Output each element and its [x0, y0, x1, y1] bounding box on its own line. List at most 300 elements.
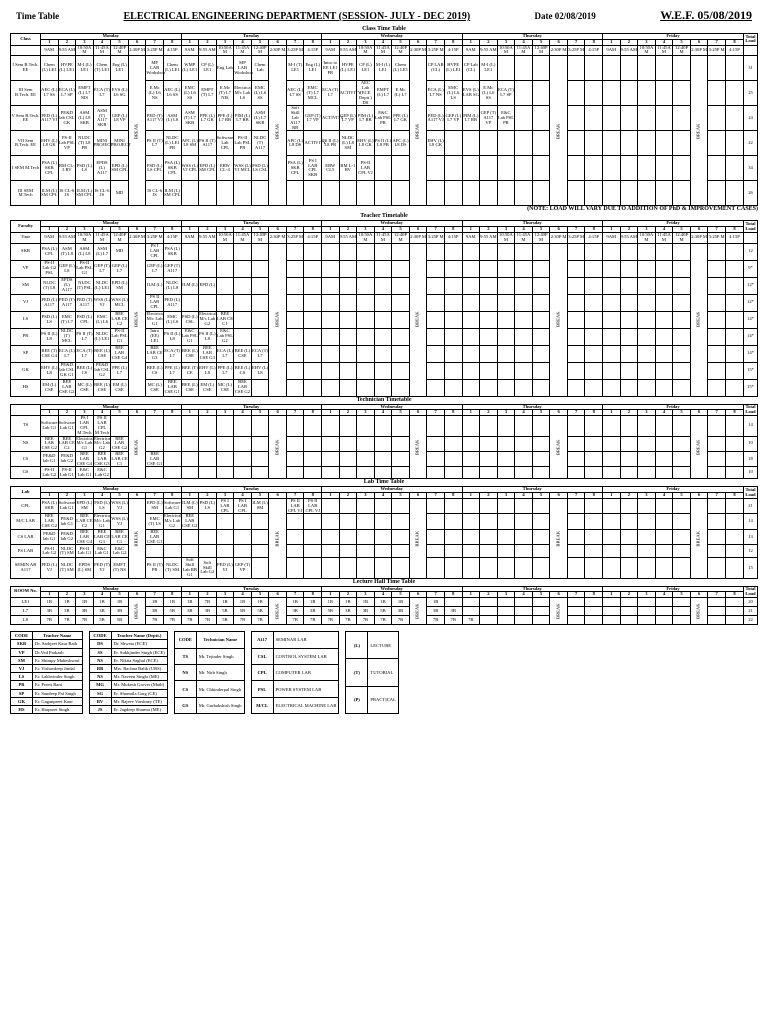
timetable-cell [497, 294, 515, 311]
timetable-cell: IS CL-6 JS [58, 181, 76, 206]
timetable-cell [515, 328, 533, 345]
timetable-cell: ASM (L) L8 [76, 243, 94, 260]
timetable-cell: CP Lab (CL) [462, 56, 480, 81]
timetable-cell [480, 514, 498, 529]
timetable-cell [480, 529, 498, 544]
period-number: 4 [515, 592, 533, 598]
timetable-cell [655, 181, 673, 206]
period-number: 6 [128, 410, 146, 416]
timetable-cell [585, 616, 603, 625]
timetable-cell [480, 260, 498, 277]
timetable-cell [585, 558, 603, 578]
legend-header: CODE [11, 632, 33, 640]
legend-types [345, 631, 399, 714]
timetable-cell [462, 451, 480, 466]
timetable-cell: Intro to EE LE1 PR [322, 56, 340, 81]
timetable-cell: 7B [462, 616, 480, 625]
timetable-cell [655, 529, 673, 544]
timetable-cell [725, 106, 743, 131]
timetable-cell [181, 260, 199, 277]
timetable-cell [251, 416, 269, 436]
legend-code: SKB [11, 640, 33, 648]
timetable-cell: EHV (L) L8 [199, 362, 217, 379]
timetable-cell: ECA (L) L7 SP [58, 81, 76, 106]
timetable-cell [638, 156, 656, 181]
break-label: BREAK [128, 56, 146, 206]
timetable-cell: 1B [357, 598, 375, 607]
timetable-cell: GEP (L) L8 [58, 260, 76, 277]
timetable-cell [286, 294, 304, 311]
legend-code: GK [11, 697, 33, 705]
table-row [11, 277, 758, 294]
total-load: 14* [744, 328, 758, 345]
period-number: 3 [497, 493, 515, 499]
legend-row [89, 640, 167, 648]
timetable-cell [286, 345, 304, 362]
timetable-cell [322, 260, 340, 277]
break-label: BREAK [128, 243, 146, 396]
timetable-cell [515, 311, 533, 328]
timetable-cell [444, 260, 462, 277]
timetable-cell: E&C Lab PSL PR [374, 106, 392, 131]
timetable-cell: ILM (L) SM [181, 499, 199, 514]
timetable-cell [638, 529, 656, 544]
period-number: 1 [181, 592, 199, 598]
period-number: 6 [409, 410, 427, 416]
timetable-cell: WSS (L) VJ [111, 514, 129, 529]
timetable-cell: 1B [392, 598, 410, 607]
timetable-cell [339, 345, 357, 362]
timetable-cell: BEE LAB CE C2 [111, 311, 129, 328]
period-number: 1 [603, 493, 621, 499]
period-number: 4 [374, 410, 392, 416]
timetable-cell: 1B [322, 598, 340, 607]
timetable-cell [427, 156, 445, 181]
class_section-title: Class Time Table [362, 26, 406, 32]
load-cell [744, 233, 758, 244]
time-slot: 4:15P [304, 45, 322, 56]
technician_section-table [10, 404, 758, 480]
timetable-cell [725, 558, 743, 578]
timetable-cell [497, 328, 515, 345]
timetable-cell [638, 616, 656, 625]
timetable-cell: ILM (L) SM [251, 499, 269, 514]
lecture_hall_section-col-label: ROOM No. [11, 586, 41, 598]
day-header: Monday [41, 221, 182, 227]
timetable-cell [251, 514, 269, 529]
timetable-cell [515, 598, 533, 607]
timetable-cell [462, 260, 480, 277]
timetable-cell [655, 451, 673, 466]
period-number: 8 [163, 39, 181, 45]
timetable-cell: 1B [216, 598, 234, 607]
time-slot: 9:55 AM [58, 45, 76, 56]
legend-name: Er. Gaganpreet Kaur [33, 697, 83, 705]
timetable-cell: ACTIVITY [304, 131, 322, 156]
timetable-cell [567, 81, 585, 106]
timetable-cell: Software Lab G1 [58, 499, 76, 514]
legend-code: VJ [11, 664, 33, 672]
time-slot: 11:45A M [376, 44, 390, 55]
legend-code: LS [11, 673, 33, 681]
period-number: 4 [515, 410, 533, 416]
timetable-cell: 7B [58, 616, 76, 625]
period-number: 5 [673, 592, 691, 598]
timetable-cell [497, 311, 515, 328]
timetable-cell: PS-II Lab G1 [59, 467, 74, 477]
timetable-cell: EMC (T) LS [146, 514, 164, 529]
timetable-cell [286, 311, 304, 328]
period-number: 1 [462, 227, 480, 233]
timetable-cell [216, 467, 234, 479]
timetable-cell [462, 328, 480, 345]
period-number: 7 [708, 227, 726, 233]
timetable-cell: Electrical M/c Lab G1 [146, 311, 164, 328]
timetable-cell: PE&D lab CSL G2 [93, 362, 111, 379]
timetable-cell [673, 416, 691, 436]
timetable-cell [620, 416, 638, 436]
timetable-cell [497, 529, 515, 544]
period-number: 5 [251, 39, 269, 45]
legend-row [89, 648, 167, 656]
timetable-cell: AEC (L) L7 SS [41, 81, 59, 106]
timetable-cell: BEE LAB CSE G2 [182, 513, 198, 529]
timetable-cell: ASM (T) L7 SKB [181, 106, 199, 131]
timetable-cell [620, 499, 638, 514]
timetable-cell: NLDC (L) LE1 PR [163, 131, 181, 156]
total-load: 34 [744, 156, 758, 181]
timetable-cell [515, 514, 533, 529]
timetable-cell [234, 514, 252, 529]
time-slot: 9AM [322, 233, 340, 244]
table-row [11, 56, 758, 81]
period-number: 8 [163, 227, 181, 233]
row-label: TS [11, 416, 41, 436]
time-slot: 9AM [462, 233, 480, 244]
timetable-cell [725, 514, 743, 529]
timetable-cell [620, 156, 638, 181]
timetable-cell [515, 616, 533, 625]
table-row [11, 416, 758, 436]
table-row [11, 499, 758, 514]
legend-row [346, 632, 399, 659]
period-number: 2 [480, 227, 498, 233]
timetable-cell [251, 277, 269, 294]
timetable-cell [725, 416, 743, 436]
timetable-cell [480, 499, 498, 514]
period-number: 2 [199, 592, 217, 598]
time-slot: 2:30P M [128, 45, 146, 56]
timetable-cell [673, 277, 691, 294]
timetable-cell [603, 379, 621, 396]
table-row [11, 362, 758, 379]
timetable-cell [603, 467, 621, 479]
period-number: 4 [93, 39, 111, 45]
timetable-cell [322, 277, 340, 294]
period-number: 7 [146, 227, 164, 233]
timetable-cell: PS II LAB CPL VJ [287, 498, 303, 513]
timetable-cell [708, 558, 726, 578]
timetable-cell: NLDC (L) LE1 [93, 328, 111, 345]
day-header: Tuesday [181, 586, 322, 592]
legend-teachers-deptt [89, 631, 168, 714]
timetable-cell [444, 156, 462, 181]
timetable-cell [462, 607, 480, 616]
period-number: 7 [427, 227, 445, 233]
legend-row [11, 664, 83, 672]
timetable-cell [497, 416, 515, 436]
legend-name: Mr. Rajeev Varshney (TE) [111, 697, 167, 705]
legend-code: TS [174, 648, 196, 664]
period-number: 8 [444, 227, 462, 233]
timetable-cell: BEE LAB CE G3 [146, 345, 164, 362]
timetable-cell [286, 436, 304, 451]
timetable-cell [655, 56, 673, 81]
total-load: 24 [744, 106, 758, 131]
timetable-cell [286, 181, 304, 206]
timetable-cell [673, 362, 691, 379]
timetable-cell: 3B [339, 607, 357, 616]
time-slot: 12:40P M [673, 233, 691, 244]
timetable-cell [357, 260, 375, 277]
timetable-cell [339, 311, 357, 328]
table-row [11, 106, 758, 131]
time-slot: 9:55 AM [480, 45, 498, 56]
time-slot: 4:15P [585, 45, 603, 56]
period-number: 5 [532, 592, 550, 598]
time-slot: 3:25P M [708, 45, 726, 56]
timetable-cell: E&C Lab PSL PR [497, 106, 515, 131]
timetable-cell: ERW CL-4 [216, 156, 234, 181]
timetable-cell [532, 467, 550, 479]
timetable-cell [585, 514, 603, 529]
timetable-cell [216, 529, 234, 544]
period-number: 3 [638, 227, 656, 233]
timetable-cell [497, 436, 515, 451]
time-slot: 9AM [41, 45, 59, 56]
timetable-cell [374, 328, 392, 345]
timetable-cell: NLDC (T) L8 PR [76, 131, 94, 156]
break-label: BREAK [690, 243, 708, 396]
timetable-cell: EPD (L) [199, 277, 217, 294]
time-slot: 4:15P [444, 233, 462, 244]
timetable-cell [620, 545, 638, 558]
timetable-cell: ILM (L) SM CPL [41, 181, 59, 206]
total-load: 12 [744, 545, 758, 558]
timetable-cell [725, 598, 743, 607]
period-number: 1 [462, 592, 480, 598]
period-number: 7 [286, 39, 304, 45]
time-slot: 11:45A M [516, 232, 531, 242]
timetable-cell [638, 499, 656, 514]
row-label: L8 [11, 616, 41, 625]
timetable-cell [462, 311, 480, 328]
period-number: 6 [550, 493, 568, 499]
period-number: 4 [655, 39, 673, 45]
timetable-cell: Electrical M/c Lab G1 [76, 435, 94, 451]
timetable-cell [585, 156, 603, 181]
timetable-cell [462, 131, 480, 156]
legend-code: (P) [346, 686, 368, 713]
total-load: 20 [744, 598, 758, 607]
timetable-cell: EM (L) CSE [199, 379, 217, 396]
timetable-cell: 1B [251, 598, 269, 607]
timetable-cell [286, 277, 304, 294]
total-load: 22 [744, 131, 758, 156]
time-slot: 3:25P M [427, 45, 445, 56]
timetable-cell [392, 545, 410, 558]
timetable-cell [497, 514, 515, 529]
timetable-cell: PED (T) A117 VJ [146, 106, 164, 131]
timetable-cell [620, 243, 638, 260]
timetable-cell: NLDC (L) L8 SM [339, 131, 357, 156]
timetable-cell [585, 598, 603, 607]
timetable-cell [480, 416, 498, 436]
timetable-cell [322, 529, 340, 544]
timetable-cell [462, 436, 480, 451]
table-row [11, 260, 758, 277]
timetable-cell [638, 56, 656, 81]
timetable-cell [515, 277, 533, 294]
timetable-cell [725, 467, 743, 479]
legend-code: JS [89, 705, 111, 713]
break-label: BREAK [550, 243, 568, 396]
timetable-cell: 1B [93, 598, 111, 607]
time-slot: 11:45A M [657, 44, 671, 55]
break-label: BREAK [550, 598, 568, 625]
timetable-cell [725, 529, 743, 544]
period-number: 6 [690, 39, 708, 45]
timetable-cell: IS CL-6 JS [93, 181, 111, 206]
timetable-cell: PS I LAB CPL SKB [304, 156, 322, 181]
time-slot: 4:15P [163, 233, 181, 244]
timetable-cell: PSA (L) SKB CPL [286, 156, 304, 181]
timetable-cell [725, 616, 743, 625]
time-slot: 9:55 AM [339, 45, 357, 56]
timetable-cell [567, 277, 585, 294]
timetable-cell [322, 294, 340, 311]
total-load: 12* [744, 277, 758, 294]
timetable-cell: BEE (L) CSE [234, 345, 252, 362]
timetable-cell [638, 294, 656, 311]
total-load: 12* [744, 294, 758, 311]
timetable-cell: PS II (L) L8 [163, 328, 181, 345]
timetable-cell [374, 416, 392, 436]
timetable-cell: IS CL-6 JS [146, 181, 164, 206]
legend-row [251, 681, 339, 697]
timetable-cell [638, 514, 656, 529]
period-number: 8 [444, 592, 462, 598]
timetable-cell: EMFT (T) L7 [199, 81, 217, 106]
timetable-cell: NLDC (L) L8 [163, 277, 181, 294]
table-row [11, 467, 758, 479]
timetable-cell: 5B [111, 616, 129, 625]
legend-name: Mr. Nirb Singh [196, 664, 244, 680]
timetable-cell [286, 362, 304, 379]
timetable-cell [708, 598, 726, 607]
period-number: 5 [532, 410, 550, 416]
timetable-cell [427, 181, 445, 206]
timetable-cell [620, 277, 638, 294]
timetable-cell [673, 181, 691, 206]
timetable-cell [673, 467, 691, 479]
timetable-cell [708, 499, 726, 514]
timetable-cell [444, 416, 462, 436]
timetable-cell: PSD (L) LS [93, 499, 111, 514]
legend [10, 631, 758, 714]
timetable-cell [339, 436, 357, 451]
period-number: 6 [409, 39, 427, 45]
period-number: 5 [673, 39, 691, 45]
total-load: 15* [744, 362, 758, 379]
period-number: 7 [708, 592, 726, 598]
timetable-cell: EHV (L) L8 GK [357, 131, 375, 156]
period-number: 6 [128, 592, 146, 598]
time-slot: 10:50A M [499, 232, 513, 242]
period-number: 8 [444, 410, 462, 416]
timetable-cell [339, 379, 357, 396]
timetable-cell: Electrical M/c Lab G2 [163, 513, 182, 529]
period-number: 5 [251, 410, 269, 416]
legend-name: Mr. Chhinderpal Singh [196, 681, 244, 697]
timetable-cell [286, 416, 304, 436]
row-label: I Sem B.Tech. EE [11, 56, 41, 81]
period-number: 5 [673, 410, 691, 416]
period-number: 5 [673, 227, 691, 233]
period-number: 2 [339, 39, 357, 45]
timetable-cell [497, 277, 515, 294]
timetable-cell [603, 529, 621, 544]
period-number: 3 [216, 227, 234, 233]
timetable-cell [603, 499, 621, 514]
timetable-cell: HVPE (L) LE1 [58, 56, 76, 81]
period-number: 1 [462, 493, 480, 499]
timetable-cell [673, 131, 691, 156]
timetable-cell [234, 436, 252, 451]
day-header: Friday [603, 586, 744, 592]
timetable-cell [392, 311, 410, 328]
timetable-sections [10, 26, 758, 625]
timetable-cell: 5B [216, 607, 234, 616]
row-label: V Sem B.Tech. EE [11, 106, 41, 131]
total-load: 14* [744, 311, 758, 328]
period-number: 1 [322, 39, 340, 45]
legend-row [11, 681, 83, 689]
timetable-cell: PSD (L) CPL [76, 311, 94, 328]
period-number: 6 [550, 592, 568, 598]
legend-code: CSL [251, 648, 273, 664]
timetable-cell [216, 436, 234, 451]
timetable-cell [234, 260, 252, 277]
time-slot: 9:55 AM [620, 45, 638, 56]
time-slot: 2:30P M [269, 45, 287, 56]
timetable-cell [567, 558, 585, 578]
period-number: 6 [269, 592, 287, 598]
timetable-cell [708, 81, 726, 106]
day-header: Monday [41, 404, 182, 410]
period-number: 2 [199, 410, 217, 416]
timetable-cell [673, 243, 691, 260]
timetable-cell [673, 156, 691, 181]
timetable-cell [655, 514, 673, 529]
timetable-cell: ECA (T) L7 [322, 81, 340, 106]
timetable-cell: BEE LAB CSE G1 [147, 450, 163, 466]
timetable-cell: BEE LAB CSE G2 [234, 379, 252, 396]
period-number: 5 [532, 39, 550, 45]
time-slot: 3:25P M [286, 45, 304, 56]
timetable-cell [673, 529, 691, 544]
timetable-cell: 1B [234, 598, 252, 607]
